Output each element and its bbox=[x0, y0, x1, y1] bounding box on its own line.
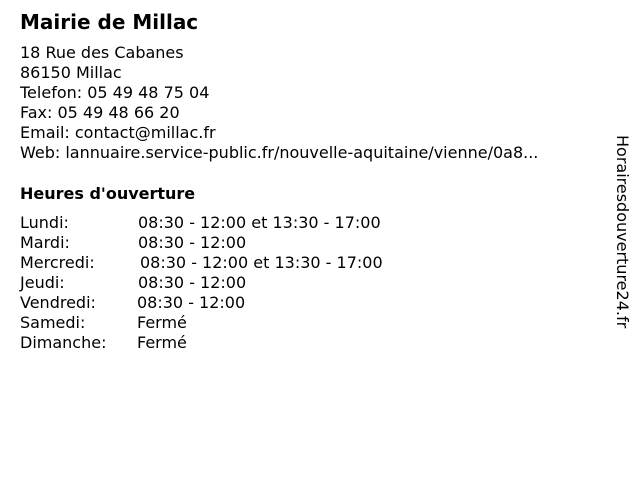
time-value: Fermé bbox=[137, 333, 187, 352]
day-label: Dimanche: bbox=[20, 333, 107, 352]
website-url: Web: lannuaire.service-public.fr/nouvelle-aquitaine/vienne/0a8... bbox=[20, 143, 539, 162]
time-value: Fermé bbox=[137, 313, 187, 332]
day-label: Mardi: bbox=[20, 233, 70, 252]
time-value: 08:30 - 12:00 et 13:30 - 17:00 bbox=[138, 213, 381, 232]
address-street: 18 Rue des Cabanes bbox=[20, 43, 184, 62]
time-value: 08:30 - 12:00 bbox=[137, 293, 246, 312]
time-value: 08:30 - 12:00 bbox=[138, 273, 247, 292]
opening-hours-heading: Heures d'ouverture bbox=[20, 184, 196, 203]
email-address: Email: contact@millac.fr bbox=[20, 123, 216, 142]
time-value: 08:30 - 12:00 et 13:30 - 17:00 bbox=[140, 253, 383, 272]
day-label: Vendredi: bbox=[20, 293, 96, 312]
day-label: Samedi: bbox=[20, 313, 86, 332]
fax-number: Fax: 05 49 48 66 20 bbox=[20, 103, 180, 122]
day-label: Lundi: bbox=[20, 213, 69, 232]
address-city: 86150 Millac bbox=[20, 63, 122, 82]
phone-number: Telefon: 05 49 48 75 04 bbox=[20, 83, 210, 102]
contact-info bbox=[20, 43, 538, 163]
time-value: 08:30 - 12:00 bbox=[138, 233, 247, 252]
day-label: Mercredi: bbox=[20, 253, 95, 272]
page-title: Mairie de Millac bbox=[20, 10, 199, 34]
site-watermark: Horairesdouverture24.fr bbox=[613, 135, 632, 329]
day-label: Jeudi: bbox=[20, 273, 65, 292]
